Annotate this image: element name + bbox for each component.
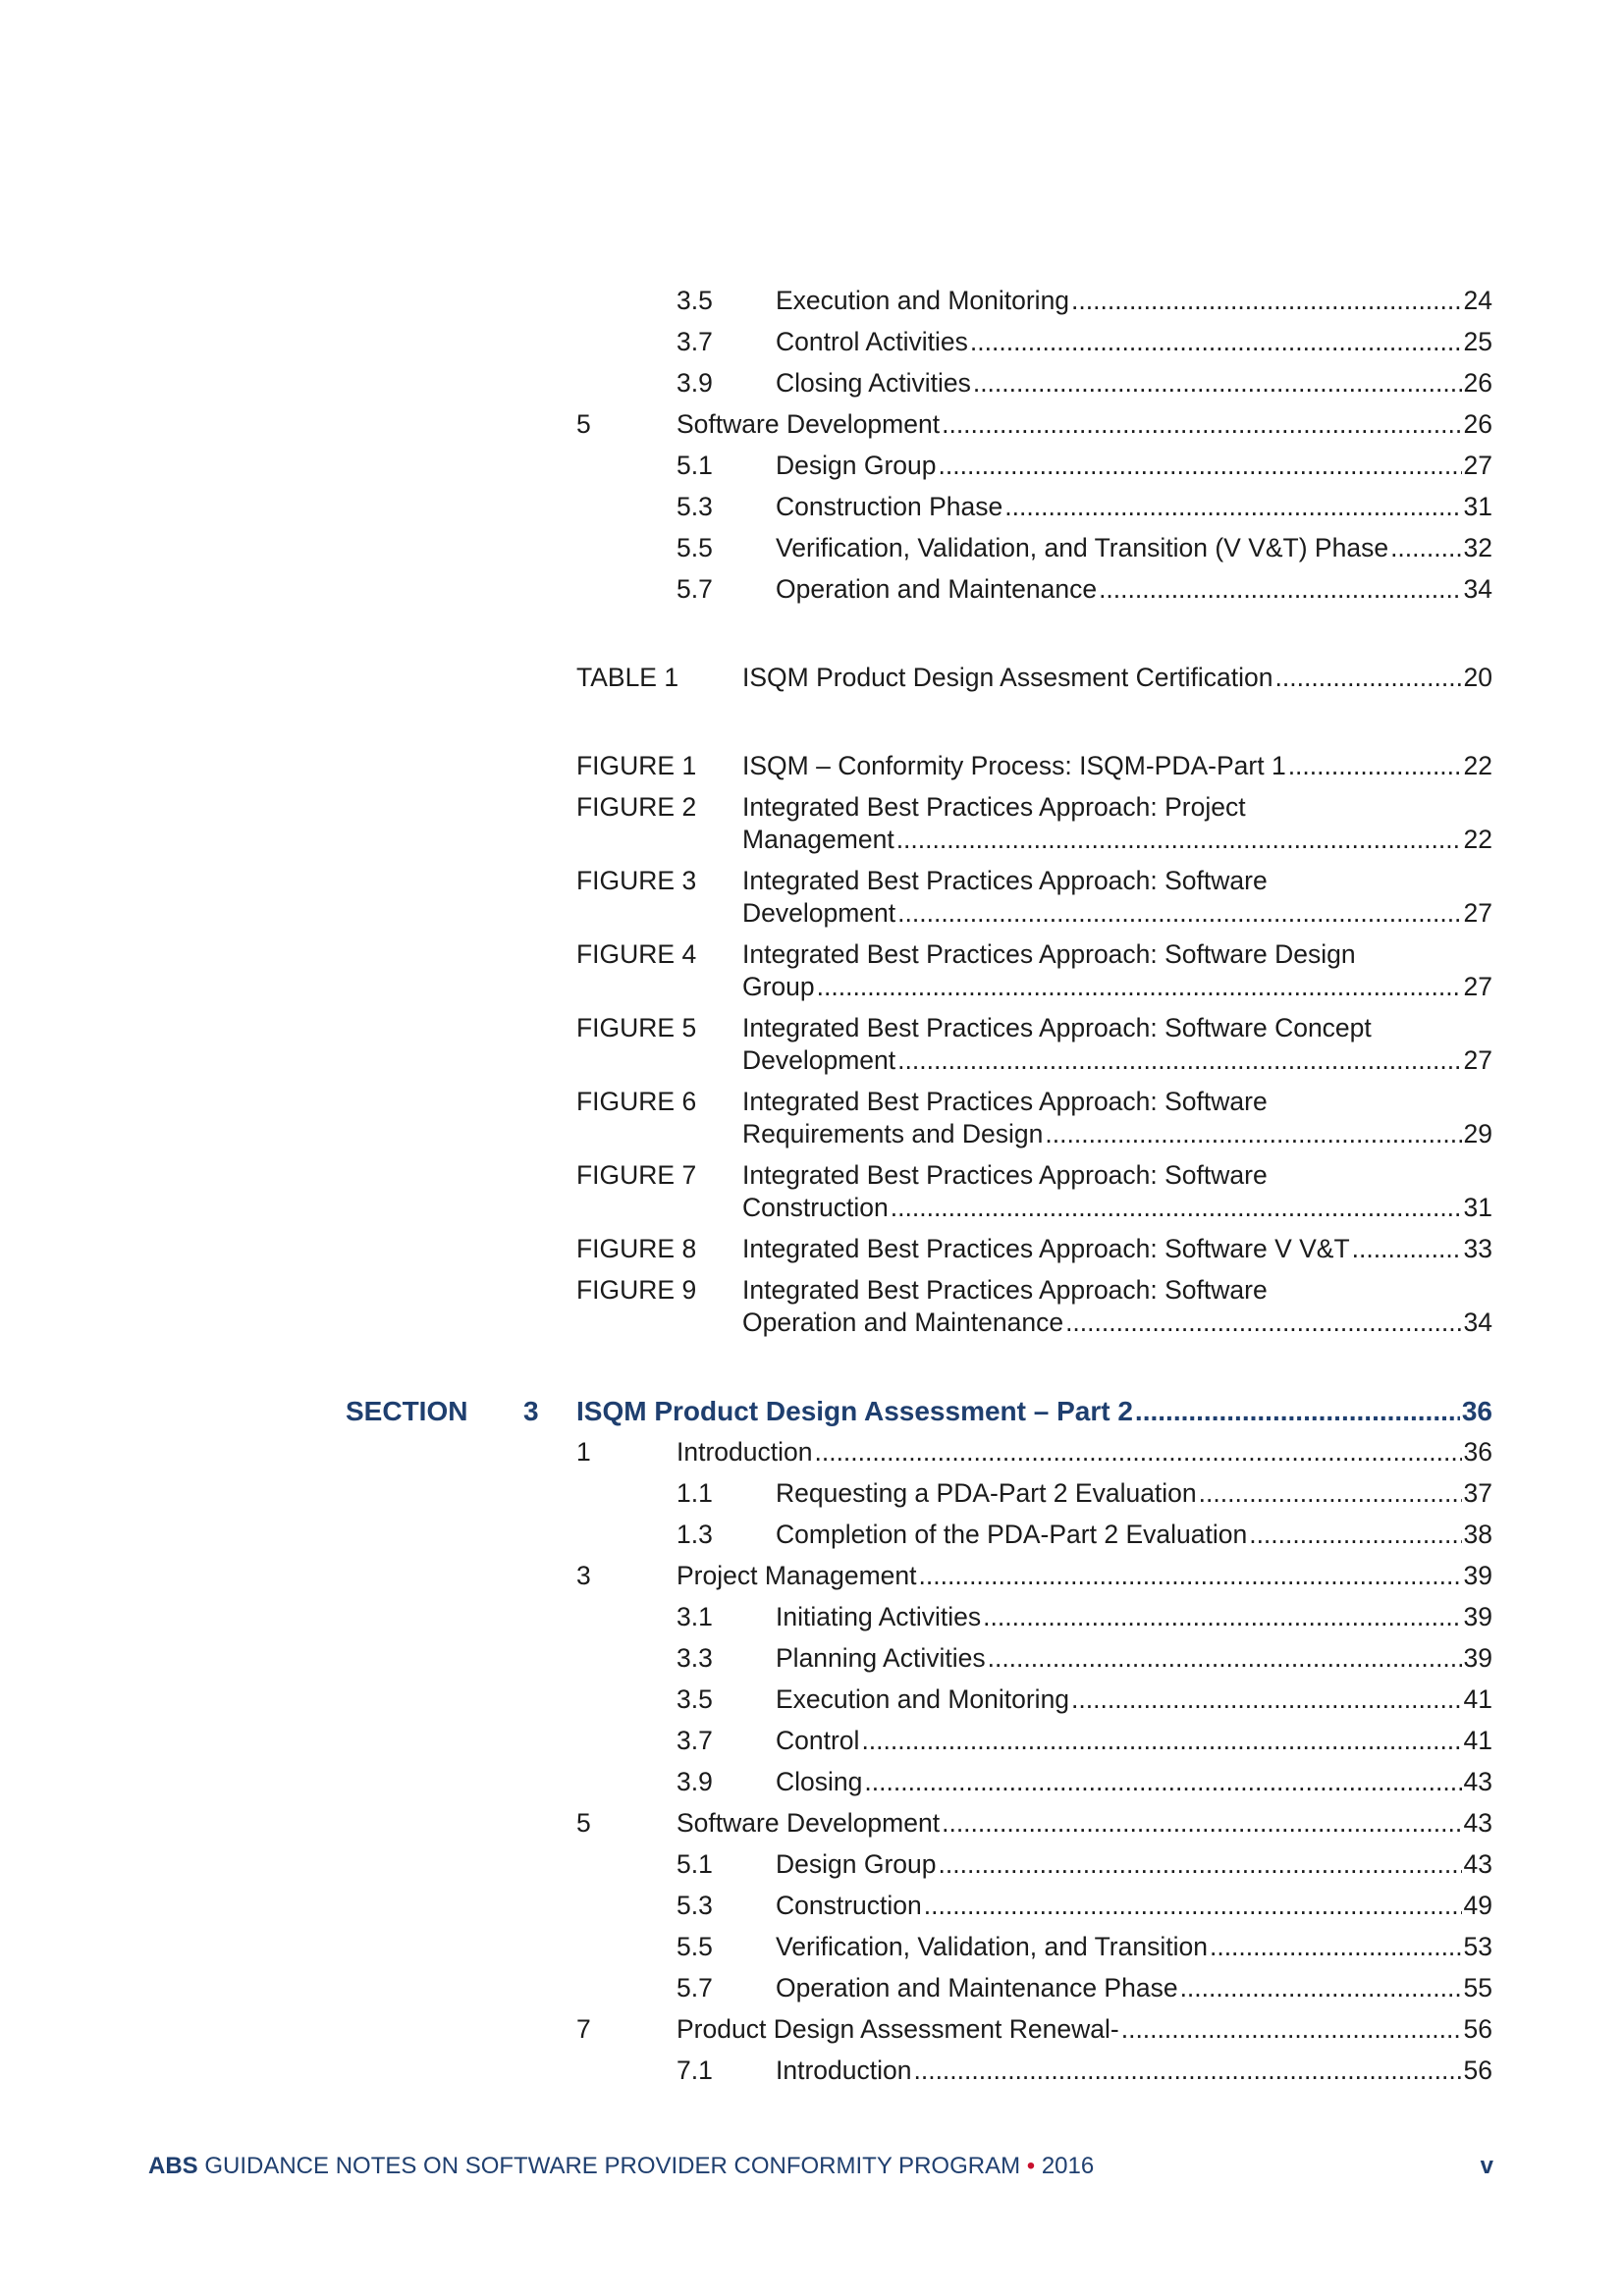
toc-entry-number: 5.3 [677, 492, 713, 521]
toc-entry[interactable] [776, 490, 1492, 523]
table-label: TABLE 1 [576, 663, 679, 692]
figure-label: FIGURE 6 [576, 1087, 697, 1116]
toc-entry-number: 7.1 [677, 2056, 713, 2085]
toc-entry-title: Initiating Activities [776, 1602, 982, 1631]
toc-entry-page: 33 [1463, 1234, 1492, 1263]
dot-leader [1390, 531, 1461, 564]
figure-title: Operation and Maintenance [742, 1308, 1064, 1337]
figure-title-line1: Integrated Best Practices Approach: Project [742, 792, 1246, 822]
toc-entry-title: Verification, Validation, and Transition [776, 1932, 1208, 1961]
toc-entry-title: Construction Phase [776, 492, 1003, 521]
toc-entry[interactable] [742, 1232, 1492, 1265]
toc-entry-title: Design Group [776, 451, 937, 480]
dot-leader [1249, 1518, 1461, 1551]
toc-entry-page: 26 [1463, 368, 1492, 398]
section-title-entry[interactable] [576, 1394, 1492, 1429]
toc-entry-page: 27 [1463, 1045, 1492, 1075]
toc-entry[interactable] [776, 1930, 1492, 1963]
toc-entry-title: Planning Activities [776, 1643, 986, 1673]
toc-entry-page: 55 [1463, 1973, 1492, 2002]
figure-title-line1: Integrated Best Practices Approach: Software [742, 1087, 1268, 1116]
toc-entry[interactable] [776, 325, 1492, 358]
toc-entry-page: 38 [1463, 1520, 1492, 1549]
toc-entry-number: 3.9 [677, 368, 713, 398]
toc-entry-number: 5 [576, 409, 591, 439]
toc-entry-number: 3.1 [677, 1602, 713, 1631]
toc-entry-number: 5.1 [677, 451, 713, 480]
toc-entry-number: 1 [576, 1437, 591, 1467]
dot-leader [970, 325, 1462, 358]
toc-entry-page: 53 [1463, 1932, 1492, 1961]
figure-label: FIGURE 3 [576, 866, 697, 895]
dot-leader [1099, 572, 1461, 606]
toc-entry[interactable] [742, 1306, 1492, 1339]
dot-leader [1180, 1971, 1462, 2004]
footer-bullet: • [1026, 2153, 1036, 2179]
figure-title: ISQM – Conformity Process: ISQM-PDA-Part 1 [742, 751, 1286, 780]
toc-entry-page: 36 [1463, 1437, 1492, 1467]
toc-entry[interactable] [776, 1600, 1492, 1633]
dot-leader [897, 896, 1461, 930]
dot-leader [1004, 490, 1461, 523]
figure-title: Construction [742, 1193, 889, 1222]
toc-entry-page: 39 [1463, 1643, 1492, 1673]
toc-entry[interactable] [776, 1889, 1492, 1922]
figure-label: FIGURE 1 [576, 751, 697, 780]
dot-leader [896, 823, 1462, 856]
figure-title: Requirements and Design [742, 1119, 1044, 1148]
dot-leader [1210, 1930, 1462, 1963]
dot-leader [1121, 2012, 1462, 2046]
toc-entry-title: Construction [776, 1891, 922, 1920]
figure-title-line1: Integrated Best Practices Approach: Software Concept [742, 1013, 1372, 1042]
figure-title-line1: Integrated Best Practices Approach: Software [742, 866, 1268, 895]
dot-leader [897, 1043, 1461, 1077]
toc-entry-page: 25 [1463, 327, 1492, 356]
toc-entry-number: 5.5 [677, 533, 713, 562]
footer-abs: ABS [148, 2153, 198, 2179]
toc-entry-title: Closing [776, 1767, 863, 1796]
toc-entry[interactable] [776, 1847, 1492, 1881]
figure-label: FIGURE 9 [576, 1275, 697, 1305]
section-word: SECTION [346, 1396, 468, 1426]
toc-entry-page: 29 [1463, 1119, 1492, 1148]
toc-entry-page: 39 [1463, 1561, 1492, 1590]
dot-leader [983, 1600, 1461, 1633]
toc-entry-page: 27 [1463, 451, 1492, 480]
dot-leader [1288, 749, 1462, 782]
dot-leader [942, 1806, 1461, 1840]
dot-leader [924, 1889, 1462, 1922]
toc-entry-page: 32 [1463, 533, 1492, 562]
toc-entry-number: 3.7 [677, 1726, 713, 1755]
toc-entry-number: 5.7 [677, 1973, 713, 2002]
toc-entry[interactable] [776, 1682, 1492, 1716]
figure-label: FIGURE 2 [576, 792, 697, 822]
toc-entry-page: 43 [1463, 1849, 1492, 1879]
toc-entry[interactable] [742, 1191, 1492, 1224]
toc-entry-title: Operation and Maintenance [776, 574, 1098, 604]
toc-entry-page: 27 [1463, 972, 1492, 1001]
toc-entry[interactable] [776, 366, 1492, 400]
toc-entry-number: 3.9 [677, 1767, 713, 1796]
toc-entry-number: 1.3 [677, 1520, 713, 1549]
figure-title-line1: Integrated Best Practices Approach: Software [742, 1160, 1268, 1190]
dot-leader [919, 1559, 1462, 1592]
toc-entry[interactable] [776, 449, 1492, 482]
toc-entry-title: Operation and Maintenance Phase [776, 1973, 1178, 2002]
toc-entry-page: 34 [1463, 1308, 1492, 1337]
toc-entry-page: 41 [1463, 1726, 1492, 1755]
dot-leader [942, 407, 1461, 441]
figure-label: FIGURE 4 [576, 939, 697, 969]
toc-entry-title: Verification, Validation, and Transition (V V&T) Phase [776, 533, 1389, 562]
toc-entry-number: 3.7 [677, 327, 713, 356]
dot-leader [891, 1191, 1462, 1224]
figure-title-line1: Integrated Best Practices Approach: Software [742, 1275, 1268, 1305]
toc-entry-title: Software Development [677, 409, 941, 439]
toc-entry-page: 22 [1463, 825, 1492, 854]
toc-entry-number: 5.3 [677, 1891, 713, 1920]
toc-entry-number: 3.5 [677, 1684, 713, 1714]
toc-entry[interactable] [776, 1476, 1492, 1510]
footer-year: 2016 [1041, 2153, 1095, 2179]
toc-entry[interactable] [776, 2054, 1492, 2087]
toc-entry-page: 31 [1463, 492, 1492, 521]
toc-entry-title: Execution and Monitoring [776, 286, 1070, 315]
toc-entry[interactable] [776, 1641, 1492, 1675]
toc-entry[interactable] [776, 1971, 1492, 2004]
toc-entry[interactable] [776, 1518, 1492, 1551]
toc-entry[interactable] [677, 2012, 1492, 2046]
toc-entry-title: Product Design Assessment Renewal- [677, 2014, 1119, 2044]
toc-entry-number: 5.5 [677, 1932, 713, 1961]
toc-entry-page: 26 [1463, 409, 1492, 439]
figure-title: Group [742, 972, 815, 1001]
figure-title: Integrated Best Practices Approach: Software V V&T [742, 1234, 1350, 1263]
figure-title: Development [742, 898, 896, 928]
dot-leader [1045, 1117, 1461, 1150]
dot-leader [1352, 1232, 1462, 1265]
dot-leader [861, 1724, 1461, 1757]
figure-title: Development [742, 1045, 896, 1075]
toc-entry-number: 3 [576, 1561, 591, 1590]
toc-entry[interactable] [742, 896, 1492, 930]
section-number: 3 [523, 1396, 539, 1426]
figure-title: Management [742, 825, 894, 854]
toc-entry[interactable] [677, 407, 1492, 441]
footer-title: GUIDANCE NOTES ON SOFTWARE PROVIDER CONFORMITY PROGRAM [204, 2153, 1021, 2179]
dot-leader [1275, 661, 1462, 694]
toc-entry-title: Closing Activities [776, 368, 971, 398]
toc-entry-number: 5.1 [677, 1849, 713, 1879]
dot-leader [1071, 284, 1461, 317]
toc-entry-title: Introduction [776, 2056, 912, 2085]
dot-leader [973, 366, 1462, 400]
footer-page-number: v [1480, 2153, 1493, 2179]
toc-entry[interactable] [776, 284, 1492, 317]
toc-entry-number: 5.7 [677, 574, 713, 604]
toc-entry-page: 34 [1463, 574, 1492, 604]
dot-leader [814, 1435, 1461, 1468]
toc-entry-title: Introduction [677, 1437, 813, 1467]
toc-entry-title: Control [776, 1726, 860, 1755]
dot-leader [913, 2054, 1461, 2087]
dot-leader [1199, 1476, 1462, 1510]
toc-entry-title: Execution and Monitoring [776, 1684, 1070, 1714]
toc-entry-page: 56 [1463, 2014, 1492, 2044]
toc-entry-title: Software Development [677, 1808, 941, 1838]
figure-title-line1: Integrated Best Practices Approach: Software Design [742, 939, 1356, 969]
toc-entry-title: Completion of the PDA-Part 2 Evaluation [776, 1520, 1248, 1549]
dot-leader [864, 1765, 1461, 1798]
toc-entry[interactable] [742, 749, 1492, 782]
dot-leader [1071, 1682, 1461, 1716]
dot-leader [817, 970, 1462, 1003]
toc-entry[interactable] [677, 1559, 1492, 1592]
toc-entry-page: 27 [1463, 898, 1492, 928]
toc-entry-title: Control Activities [776, 327, 968, 356]
toc-entry-page: 41 [1463, 1684, 1492, 1714]
toc-entry-number: 3.5 [677, 286, 713, 315]
dot-leader [939, 449, 1462, 482]
toc-entry-page: 24 [1463, 286, 1492, 315]
toc-entry[interactable] [677, 1435, 1492, 1468]
toc-entry-page: 31 [1463, 1193, 1492, 1222]
toc-entry[interactable] [742, 823, 1492, 856]
toc-entry[interactable] [776, 572, 1492, 606]
toc-entry-page: 22 [1463, 751, 1492, 780]
section-title: ISQM Product Design Assessment – Part 2 [576, 1396, 1133, 1426]
toc-entry-page: 43 [1463, 1808, 1492, 1838]
section-page: 36 [1461, 1396, 1492, 1426]
toc-entry-page: 49 [1463, 1891, 1492, 1920]
toc-entry[interactable] [776, 531, 1492, 564]
toc-entry-number: 7 [576, 2014, 591, 2044]
toc-entry[interactable] [677, 1806, 1492, 1840]
toc-entry-number: 5 [576, 1808, 591, 1838]
figure-label: FIGURE 8 [576, 1234, 697, 1263]
toc-entry-title: Project Management [677, 1561, 917, 1590]
toc-entry[interactable] [742, 1043, 1492, 1077]
dot-leader [1065, 1306, 1461, 1339]
toc-entry-page: 56 [1463, 2056, 1492, 2085]
toc-entry[interactable] [776, 1765, 1492, 1798]
toc-entry-title: Requesting a PDA-Part 2 Evaluation [776, 1478, 1197, 1508]
toc-entry-number: 1.1 [677, 1478, 713, 1508]
toc-entry-page: 43 [1463, 1767, 1492, 1796]
toc-entry-number: 3.3 [677, 1643, 713, 1673]
toc-entry[interactable] [776, 1724, 1492, 1757]
toc-entry[interactable] [742, 970, 1492, 1003]
toc-entry-title: Design Group [776, 1849, 937, 1879]
toc-entry[interactable] [742, 1117, 1492, 1150]
toc-entry[interactable] [742, 661, 1492, 694]
toc-entry-page: 39 [1463, 1602, 1492, 1631]
toc-entry-page: 37 [1463, 1478, 1492, 1508]
dot-leader [1135, 1394, 1460, 1429]
table-title: ISQM Product Design Assesment Certification [742, 663, 1273, 692]
page-footer [148, 2152, 1493, 2181]
figure-label: FIGURE 7 [576, 1160, 697, 1190]
figure-label: FIGURE 5 [576, 1013, 697, 1042]
toc-entry-page: 20 [1463, 663, 1492, 692]
dot-leader [939, 1847, 1462, 1881]
dot-leader [988, 1641, 1462, 1675]
